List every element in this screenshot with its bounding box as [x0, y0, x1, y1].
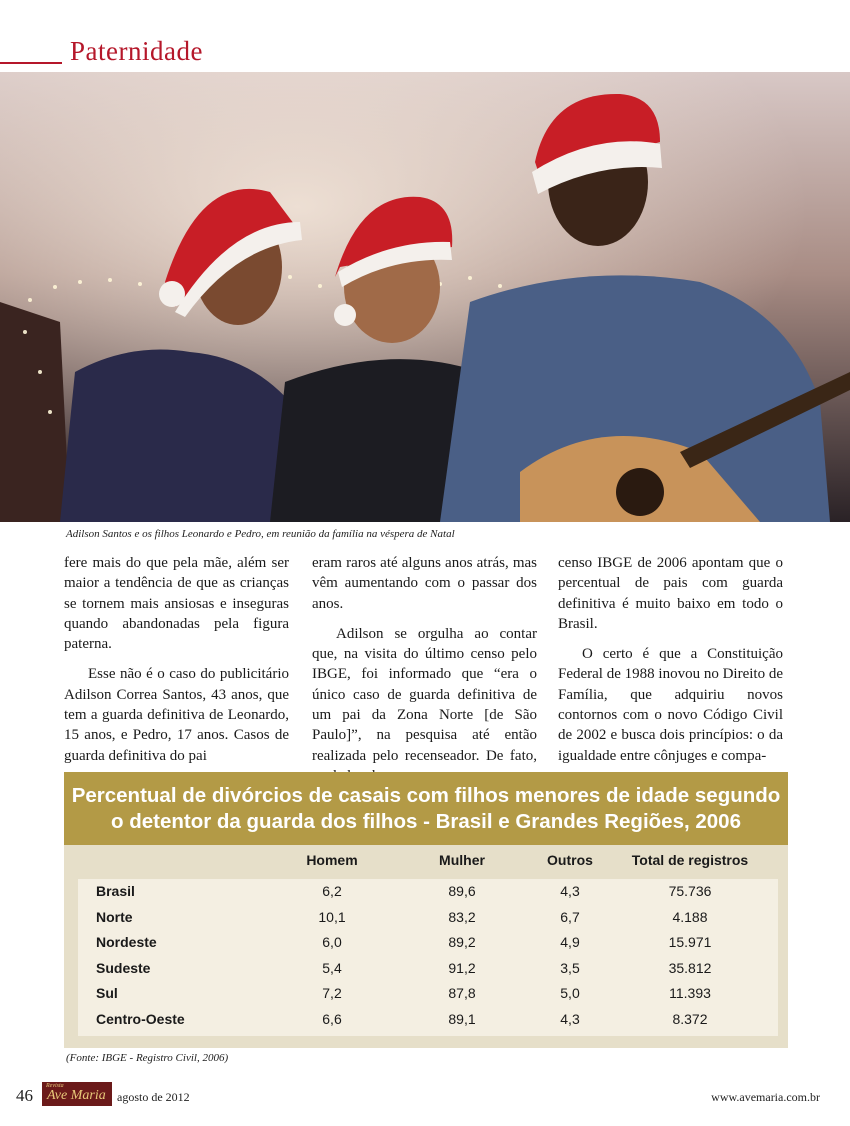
- cell-outros: 4,9: [560, 934, 580, 951]
- paragraph: fere mais do que pela mãe, além ser maior a tendência de que as crianças se tornem mais ansiosas e inseguras quando abandonadas pela figura paterna.: [64, 555, 289, 653]
- cell-homem: 7,2: [322, 985, 342, 1002]
- cell-total: 4.188: [672, 908, 708, 925]
- cell-mulher: 89,2: [448, 934, 476, 951]
- table-body: [78, 879, 778, 1036]
- column-header-outros: Outros: [547, 852, 593, 868]
- cell-mulher: 87,8: [448, 985, 476, 1002]
- family-photo: [0, 72, 850, 522]
- cell-homem: 5,4: [322, 959, 342, 976]
- divorce-custody-table: [64, 772, 788, 1048]
- logo-main-text: Ave Maria: [47, 1088, 106, 1103]
- section-rule: [0, 62, 62, 64]
- cell-mulher: 83,2: [448, 908, 476, 925]
- paragraph: O certo é que a Constituição Federal de 1988 inovou no Direito de Família, que adquiriu novos contornos com o novo Código Civil de 2002 e busca dois princípios: o da igualdade entre cônjuges e compa-: [558, 646, 783, 764]
- row-label: Norte: [96, 908, 133, 925]
- cell-homem: 10,1: [318, 908, 346, 925]
- paragraph: censo IBGE de 2006 apontam que o percentual de pais com guarda definitiva é muito baixo em todo o Brasil.: [558, 555, 783, 632]
- table-row: [78, 905, 778, 931]
- cell-mulher: 89,1: [448, 1010, 476, 1027]
- section-title: Paternidade: [70, 36, 203, 66]
- row-label: Sudeste: [96, 959, 151, 976]
- table-title-line-1: Percentual de divórcios de casais com filhos menores de idade segundo: [71, 783, 781, 807]
- website-url: www.avemaria.com.br: [711, 1090, 820, 1104]
- table-column-headers: [64, 845, 788, 877]
- row-label: Brasil: [96, 883, 135, 899]
- cell-outros: 6,7: [560, 908, 580, 925]
- issue-date: agosto de 2012: [117, 1090, 190, 1104]
- cell-homem: 6,2: [322, 883, 342, 899]
- cell-homem: 6,6: [322, 1010, 342, 1027]
- column-header-mulher: Mulher: [439, 852, 485, 868]
- column-header-homem: Homem: [306, 852, 358, 868]
- table-header-bar: [64, 772, 788, 845]
- cell-mulher: 89,6: [448, 883, 476, 899]
- magazine-logo: [42, 1082, 112, 1106]
- cell-outros: 3,5: [560, 959, 580, 976]
- table-title-line-2: o detentor da guarda dos filhos - Brasil e Grandes Regiões, 2006: [111, 809, 741, 833]
- paragraph: Esse não é o caso do publicitário Adilson Correa Santos, 43 anos, que tem a guarda definitiva de Leonardo, 15 anos, e Pedro, 17 anos. Casos de guarda definitiva do pai: [64, 666, 289, 764]
- cell-outros: 5,0: [560, 985, 580, 1002]
- cell-outros: 4,3: [560, 1010, 580, 1027]
- article-column-2: [312, 553, 537, 786]
- cell-homem: 6,0: [322, 934, 342, 951]
- cell-total: 15.971: [668, 934, 712, 951]
- table-row: [78, 956, 778, 982]
- cell-mulher: 91,2: [448, 959, 476, 976]
- page-number: 46: [16, 1086, 33, 1105]
- cell-total: 11.393: [669, 985, 711, 1002]
- cell-outros: 4,3: [560, 883, 580, 899]
- table-row: [78, 879, 778, 905]
- table-row: [78, 981, 778, 1007]
- column-header-total: Total de registros: [631, 852, 749, 868]
- logo-small-text: Revista: [46, 1083, 64, 1089]
- paragraph: Adilson se orgulha ao contar que, na visita do último censo pelo IBGE, foi informado que “era o único caso de guarda definitiva de um pai da Zona Norte [de São Paulo]”, na pesquisa até então realizada pelo recenseador. De fato,: [312, 625, 537, 764]
- article-column-1: [64, 553, 289, 766]
- table-source: (Fonte: IBGE - Registro Civil, 2006): [66, 1052, 229, 1064]
- row-label: Centro-Oeste: [96, 1010, 185, 1027]
- photo-caption: Adilson Santos e os filhos Leonardo e Pedro, em reunião da família na véspera de Natal: [66, 528, 455, 540]
- paragraph: eram raros até alguns anos atrás, mas vêm aumentando com o passar dos anos.: [312, 555, 537, 612]
- table-row: [78, 1007, 778, 1033]
- cell-total: 8.372: [672, 1010, 708, 1027]
- article-column-3: [558, 553, 783, 766]
- table-row: [78, 930, 778, 956]
- table-title: [72, 783, 781, 835]
- row-label: Nordeste: [96, 934, 157, 951]
- row-label: Sul: [96, 985, 118, 1002]
- cell-total: 75.736: [668, 883, 712, 899]
- cell-total: 35.812: [668, 959, 712, 976]
